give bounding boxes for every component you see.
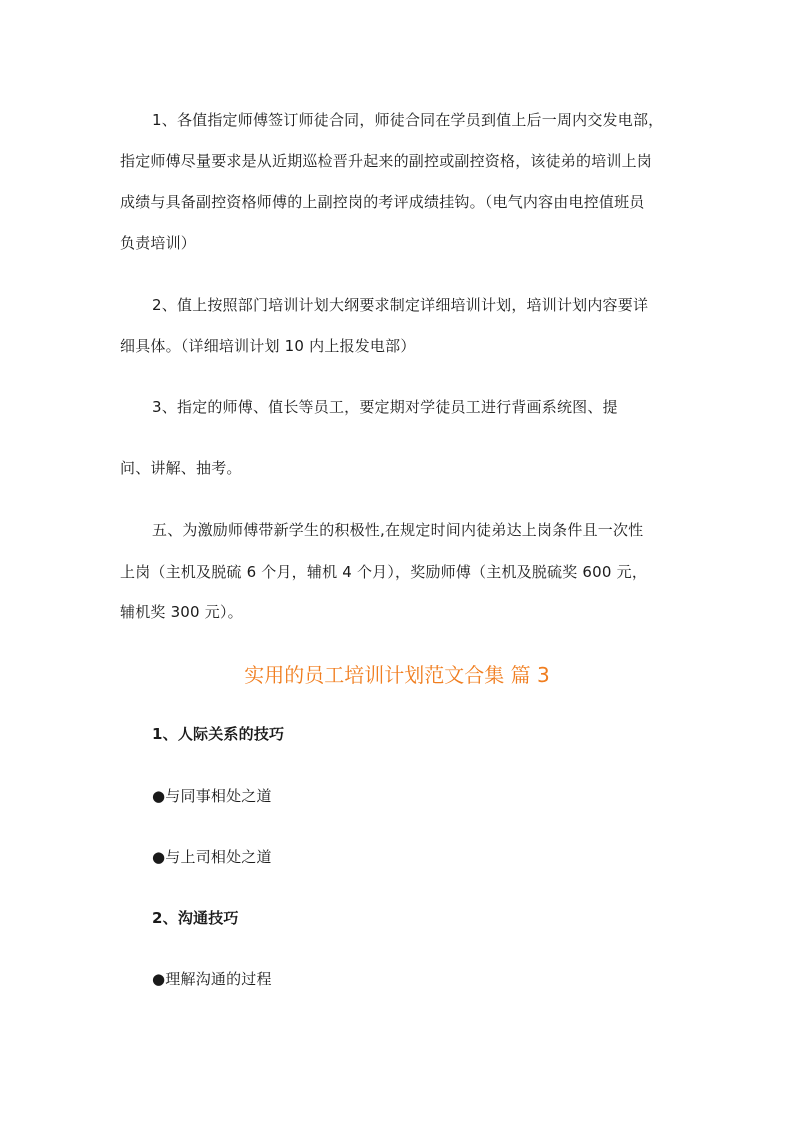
outline-heading-1: 1、人际关系的技巧 bbox=[152, 725, 285, 743]
paragraph-2-line-2: 细具体。（详细培训计划 10 内上报发电部） bbox=[120, 337, 416, 355]
outline-bullet-2: ●与上司相处之道 bbox=[152, 848, 272, 866]
section-title: 实用的员工培训计划范文合集 篇 3 bbox=[244, 663, 550, 687]
paragraph-4-line-3: 辅机奖 300 元）。 bbox=[120, 603, 243, 621]
paragraph-2-line-1: 2、值上按照部门培训计划大纲要求制定详细培训计划，培训计划内容要详 bbox=[152, 296, 649, 314]
paragraph-4-line-2: 上岗（主机及脱硫 6 个月，辅机 4 个月），奖励师傅（主机及脱硫奖 600 元， bbox=[120, 563, 648, 581]
paragraph-4-line-1: 五、为激励师傅带新学生的积极性,在规定时间内徒弟达上岗条件且一次性 bbox=[152, 521, 644, 539]
outline-heading-2: 2、沟通技巧 bbox=[152, 909, 239, 927]
paragraph-3-line-2: 问、讲解、抽考。 bbox=[120, 459, 242, 477]
paragraph-1-line-3: 成绩与具备副控资格师傅的上副控岗的考评成绩挂钩。（电气内容由电控值班员 bbox=[120, 193, 645, 211]
paragraph-1-line-4: 负责培训） bbox=[120, 234, 197, 252]
outline-bullet-1: ●与同事相处之道 bbox=[152, 787, 272, 805]
paragraph-1-line-2: 指定师傅尽量要求是从近期巡检晋升起来的副控或副控资格，该徒弟的培训上岗 bbox=[120, 152, 653, 170]
outline-bullet-3: ●理解沟通的过程 bbox=[152, 970, 272, 988]
paragraph-3-line-1: 3、指定的师傅、值长等员工，要定期对学徒员工进行背画系统图、提 bbox=[152, 398, 618, 416]
paragraph-1-line-1: 1、各值指定师傅签订师徒合同，师徒合同在学员到值上后一周内交发电部， bbox=[152, 111, 664, 129]
